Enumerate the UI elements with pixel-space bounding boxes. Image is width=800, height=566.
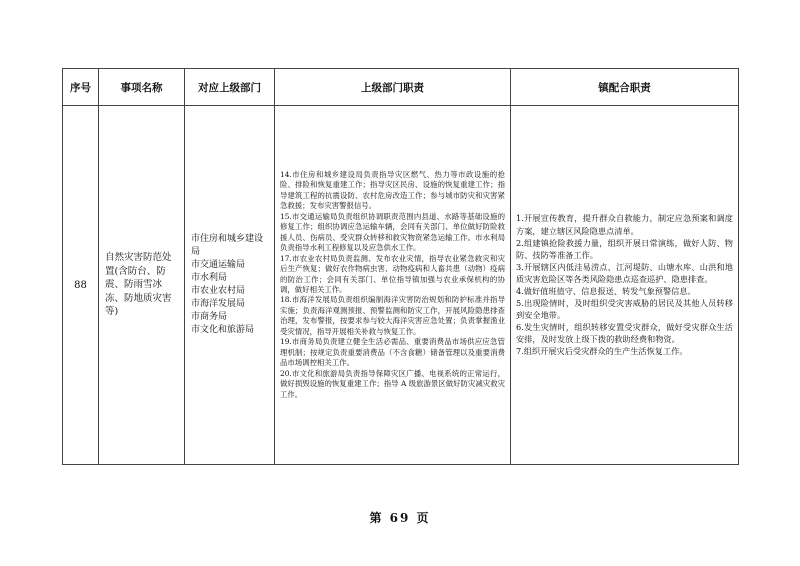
town-duty-item: 6.发生灾情时，组织转移安置受灾群众，做好受灾群众生活安排，及时发放上级下拨的救助经费和物资。	[516, 322, 733, 345]
row-superior-duties	[275, 106, 511, 465]
town-duty-item: 7.组织开展灾后受灾群众的生产生活恢复工作。	[516, 346, 688, 357]
superior-duty-item: 18.市海洋发展局负责组织编制海洋灾害防治规划和防护标准并指导实施；负责海洋观测预报、预警监测和防灾工作，开展风险隐患排查治理，发布警报，按要求参与较大海洋灾害应急处置；负责掌握渔业受灾情况，指导开展相关补救与恢复工作。	[280, 295, 505, 336]
row-serial: 88	[63, 106, 99, 465]
superior-duty-item: 14.市住房和城乡建设局负责指导灾区燃气、热力等市政设施的抢险、排险和恢复重建工作；指导灾区民房、设施的恢复重建工作；指导建筑工程的抗震设防、农村危房改造工作；参与城市防灾和灾害紧急救援；发布灾害警报信号。	[280, 170, 505, 211]
table-header-row	[63, 69, 739, 106]
department-item: 市水利局	[191, 273, 228, 283]
department-item: 市农业农村局	[191, 286, 246, 296]
town-duty-item: 4.做好值班值守、信息报送、转发气象预警信息。	[516, 286, 696, 296]
header-superior-department: 对应上级部门	[185, 69, 275, 106]
town-duty-item: 5.出现险情时，及时组织受灾害威胁的居民及其他人员转移到安全地带。	[516, 298, 733, 321]
row-departments	[185, 106, 275, 465]
superior-duty-item: 19.市商务局负责建立健全生活必需品、重要消费品市场供应应急管理机制；按规定负责重要消费品（不含食糖）储备管理以及重要消费品市场调控相关工作。	[280, 337, 505, 368]
department-item: 市交通运输局	[191, 260, 246, 270]
table-row	[63, 106, 739, 465]
header-town-duties: 镇配合职责	[511, 69, 739, 106]
row-item-name: 自然灾害防范处置(含防台、防震、防雨雪冰冻、防地质灾害等)	[99, 106, 185, 465]
department-item: 市文化和旅游局	[191, 325, 255, 335]
town-duty-item: 3.开展辖区内低洼易涝点、江河堤防、山塘水库、山洪和地质灾害危险区等各类风险隐患点巡查巡护、隐患排查。	[516, 261, 733, 284]
duties-table	[62, 68, 739, 465]
department-item: 市住房和城乡建设局	[191, 234, 264, 257]
town-duty-item: 2.组建镇抢险救援力量，组织开展日常演练，做好人防、物防、技防等准备工作。	[516, 237, 733, 260]
page-number: 第 69 页	[369, 511, 431, 525]
header-item-name: 事项名称	[99, 69, 185, 106]
superior-duty-item: 20.市文化和旅游局负责指导保障灾区广播、电视系统的正常运行，做好损毁设施的恢复重建工作；指导 A 级旅游景区做好防灾减灾救灾工作。	[280, 368, 505, 399]
header-serial: 序号	[63, 69, 99, 106]
row-town-duties	[511, 106, 739, 465]
superior-duty-item: 17.市农业农村局负责监测、发布农业灾情，指导农业紧急救灾和灾后生产恢复；做好农作物病虫害、动物疫病和人畜共患（动物）疫病的防治工作；会同有关部门、单位指导镇加强与农业承保机构的协调，做好相关工作。	[280, 253, 505, 294]
department-item: 市商务局	[191, 312, 228, 322]
department-item: 市海洋发展局	[191, 299, 246, 309]
superior-duty-item: 15.市交通运输局负责组织协调职责范围内县道、水路等基础设施的修复工作；组织协调应急运输车辆，会同有关部门、单位做好防险救援人员、伤病员、受灾群众转移和救灾物资紧急运输工作。市水利局负责指导水利工程修复以及应急供水工作。	[280, 211, 505, 253]
header-superior-duties: 上级部门职责	[275, 69, 511, 106]
town-duty-item: 1.开展宣传教育，提升群众自救能力，制定应急预案和调度方案，建立辖区风险隐患点清单。	[516, 213, 733, 236]
